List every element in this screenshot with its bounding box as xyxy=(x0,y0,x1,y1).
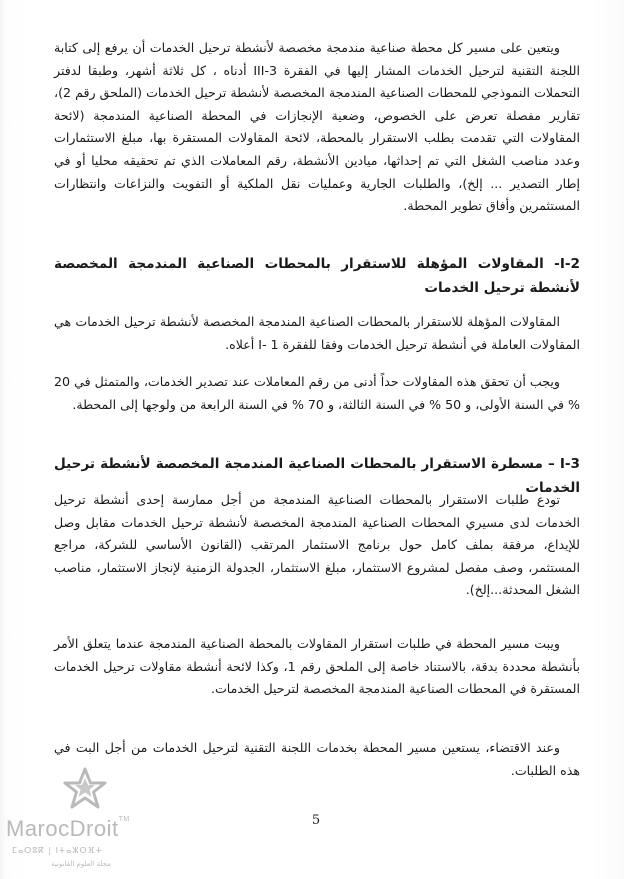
page-number: 5 xyxy=(311,813,321,828)
paragraph-application-filing xyxy=(54,489,580,602)
moroccan-star-icon xyxy=(62,766,108,812)
section-heading-eligible-companies xyxy=(54,252,580,300)
watermark-brand-text: MarocDroit xyxy=(6,816,119,841)
watermark-trademark: TM xyxy=(118,816,130,823)
paragraph-manager-decision xyxy=(54,633,580,701)
watermark-brand xyxy=(6,816,156,842)
paragraph-text: وعند الاقتضاء، يستعين مسير المحطة بخدمات اللجنة التقنية لترحيل الخدمات من أجل البت في هذه الطلبات. xyxy=(54,740,580,778)
paragraph-text: المقاولات المؤهلة للاستقرار بالمحطات الصناعية المندمجة المخصصة لأنشطة ترحيل الخدمات هي المقاولات العاملة في أنشطة ترحيل الخدمات وفقا للفقرة I- 1 أعلاه. xyxy=(54,314,580,352)
watermark-tifinagh: ⵎⴰⵔⵓⴽ | ⵏⵜⴰⵣⵔⴼⵜ xyxy=(12,846,103,855)
marocdroit-watermark xyxy=(6,766,156,876)
heading-text: I-2- المقاولات المؤهلة للاستقرار بالمحطات الصناعية المندمجة المخصصة لأنشطة ترحيل الخدمات xyxy=(54,256,580,296)
paragraph-turnover-thresholds xyxy=(54,371,580,416)
paragraph-reporting-obligation xyxy=(54,37,580,218)
paragraph-text: ويجب أن تحقق هذه المقاولات حداً أدنى من رقم المعاملات عند تصدير الخدمات، والمتمثل في 20 % في السنة الأولى، و 50 % في السنة الثالثة، و 70 % في السنة الرابعة من ولوجها إلى المحطة. xyxy=(54,374,580,412)
paragraph-text: ويبت مسير المحطة في طلبات استقرار المقاولات بالمحطة الصناعية المندمجة عندما يتعلق الأمر بأنشطة محددة بدقة، بالاستناد خاصة إلى الملحق رقم 1، وكذا لائحة أنشطة مقاولات ترحيل الخدمات المستقرة في المحطات الصناعية المندمجة المخصصة لترحيل الخدمات. xyxy=(54,636,581,697)
paragraph-text: تودع طلبات الاستقرار بالمحطات الصناعية المندمجة من أجل ممارسة إحدى أنشطة ترحيل الخدمات لدى مسيري المحطات الصناعية المندمجة المخصصة لأنشطة ترحيل الخدمات مقابل وصل للإيداع، مرفقة بملف كامل حول برنامج الاستثمار المرتقب (القانون الأساسي للشركة، مراجع المستثمر، وصف مفصل لمشروع الاستثمار، مبلغ الاستثمار، الجدولة الزمنية لإنجاز الاستثمار، مناصب الشغل المحدثة...إلخ). xyxy=(54,492,580,598)
paragraph-text: ويتعين على مسير كل محطة صناعية مندمجة مخصصة لأنشطة ترحيل الخدمات أن يرفع إلى كتابة اللجنة التقنية لترحيل الخدمات المشار إليها في الفقرة III-3 أدناه ، كل ثلاثة أشهر، وطبقا لدفتر التحملات النموذجي للمحطات الصناعية المندمجة المخصصة لأنشطة ترحيل الخدمات (الملحق رقم 2)، تقارير مفصلة تعرض على الخصوص، وضعية الإنجازات في المحطة الصناعية المندمجة (لائحة المقاولات التي تقدمت بطلب الاستقرار بالمحطة، لائحة المقاولات المستقرة بها، مبلغ الاستثمارات وعدد مناصب الشغل التي تم إحداثها، ميادين الأنشطة، رقم المعاملات الذي تم تحقيقه محليا أو في إطار التصدير ... إلخ)، والطلبات الجارية وعمليات نقل الملكية أو التفويت والنزاعات وانتظارات المستثمرين وأفاق تطوير المحطة. xyxy=(54,40,580,214)
watermark-tagline: مجلة العلوم القانونية xyxy=(51,860,111,868)
heading-text: I-3 – مسطرة الاستقرار بالمحطات الصناعية المندمجة المخصصة لأنشطة ترحيل الخدمات xyxy=(54,456,580,496)
paragraph-eligible-companies xyxy=(54,311,580,356)
